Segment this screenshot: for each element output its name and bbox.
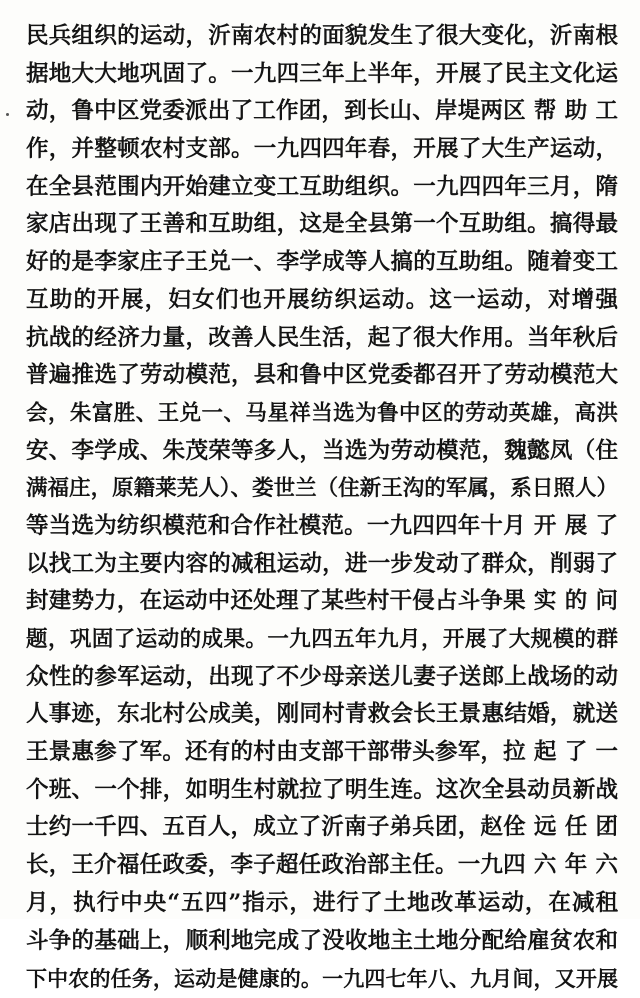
text-line: 据地大大地巩固了。一九四三年上半年，开展了民主文化运 [26, 60, 618, 87]
scan-speck [6, 113, 9, 116]
text-line: 封建势力，在运动中还处理了某些村干侵占斗争果 实 的 问 [26, 588, 618, 615]
text-line: 等当选为纺织模范和合作社模范。一九四四年十月 开 展 了 [26, 512, 618, 539]
text-line: 下中农的任务，运动是健康的。一九四七年八、九月间，又开展 [26, 966, 618, 992]
text-line: 民兵组织的运动，沂南农村的面貌发生了很大变化，沂南根 [26, 23, 618, 49]
text-line: 人事迹，东北村公成美，刚同村青救会长王景惠结婚，就送 [26, 701, 618, 728]
text-line: 会，朱富胜、王兑一、马星祥当选为鲁中区的劳动英雄，高洪 [26, 400, 618, 426]
text-line: 长，王介福任政委，李子超任政治部主任。一九四 六 年 六 [26, 852, 618, 879]
text-line: 个班、一个排，如明生村就拉了明生连。这次全县动员新战 [26, 776, 618, 803]
text-line: 士约一千四、五百人，成立了沂南子弟兵团，赵佺 远 任 团 [26, 814, 618, 841]
text-line: 抗战的经济力量，改善人民生活，起了很大作用。当年秋后 [26, 324, 618, 351]
text-line: 满福庄，原籍莱芜人）、娄世兰（住新王沟的军属，系日照人） [26, 476, 618, 502]
text-line: 作，并整顿农村支部。一九四四年春，开展了大生产运动， [26, 136, 618, 163]
text-line: 月，执行中央“五四”指示，进行了土地改革运动，在减租 [26, 889, 618, 916]
text-line: 互助的开展，妇女们也开展纺织运动。这一运动，对增强 [26, 286, 618, 313]
text-line: 家店出现了王善和互助组，这是全县第一个互助组。搞得最 [26, 211, 618, 238]
text-line: 好的是李家庄子王兑一、李学成等人搞的互助组。随着变工 [26, 249, 618, 276]
text-line: 动，鲁中区党委派出了工作团，到长山、岸堤两区 帮 助 工 [26, 98, 618, 125]
text-line: 在全县范围内开始建立变工互助组织。一九四四年三月，隋 [26, 173, 618, 200]
text-line: 题，巩固了运动的成果。一九四五年九月，开展了大规模的群 [26, 627, 618, 652]
text-line: 安、李学成、朱茂荣等多人，当选为劳动模范，魏懿凤（住 [26, 437, 618, 464]
text-line: 普遍推选了劳动模范，县和鲁中区党委都召开了劳动模范大 [26, 362, 618, 389]
text-line: 众性的参军运动，出现了不少母亲送儿妻子送郎上战场的动 [26, 663, 618, 690]
text-line: 王景惠参了军。还有的村由支部干部带头参军，拉 起 了 一 [26, 739, 618, 766]
text-line: 斗争的基础上，顺利地完成了没收地主土地分配给雇贫农和 [26, 927, 618, 954]
body-text [26, 18, 618, 998]
text-line: 以找工为主要内容的减租运动，进一步发动了群众，削弱了 [26, 550, 618, 577]
